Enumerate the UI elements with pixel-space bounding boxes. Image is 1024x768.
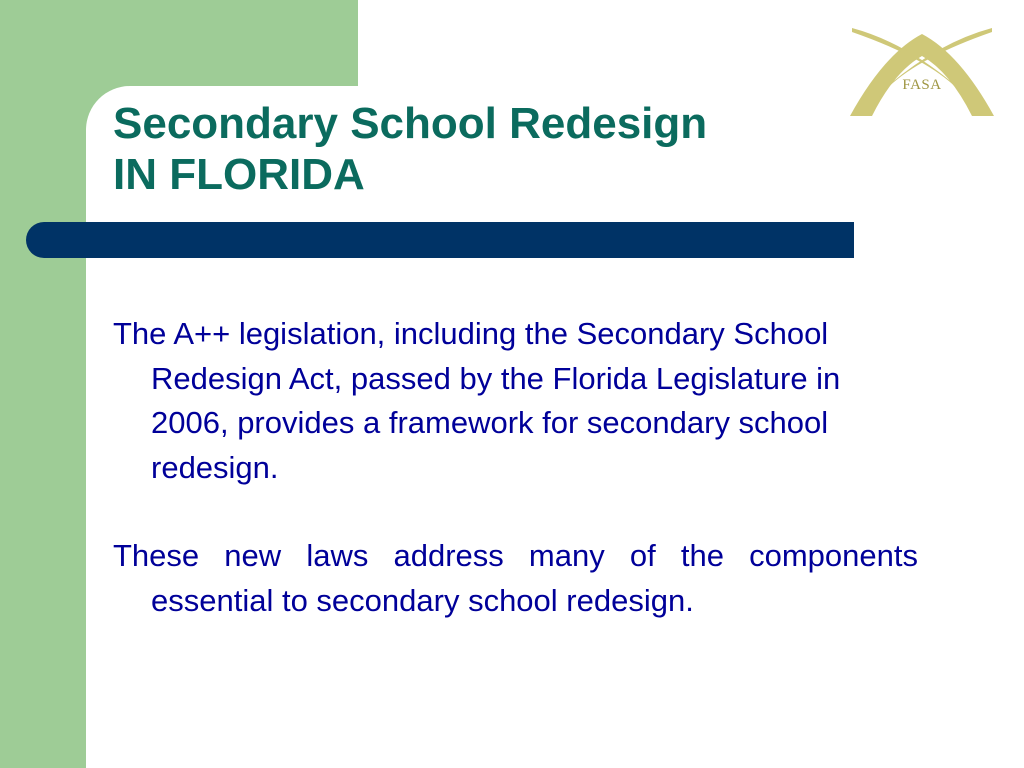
logo-text: FASA (902, 77, 942, 93)
slide-title-line1: Secondary School Redesign (113, 99, 708, 148)
paragraph-1: The A++ legislation, including the Secondary School Redesign Act, passed by the Florida Legislature in 2006, provides a framework for secondary school redesign. (113, 316, 841, 485)
green-frame-left (0, 0, 86, 768)
fasa-logo (844, 24, 1000, 120)
slide-title-line2: IN FLORIDA (113, 150, 365, 199)
slide-title (113, 98, 707, 200)
paragraph-2: These new laws address many of the components essential to secondary school redesign. (113, 538, 918, 618)
fasa-arch-logo-icon (844, 24, 1000, 120)
title-divider (26, 222, 854, 258)
body-text (113, 312, 918, 623)
